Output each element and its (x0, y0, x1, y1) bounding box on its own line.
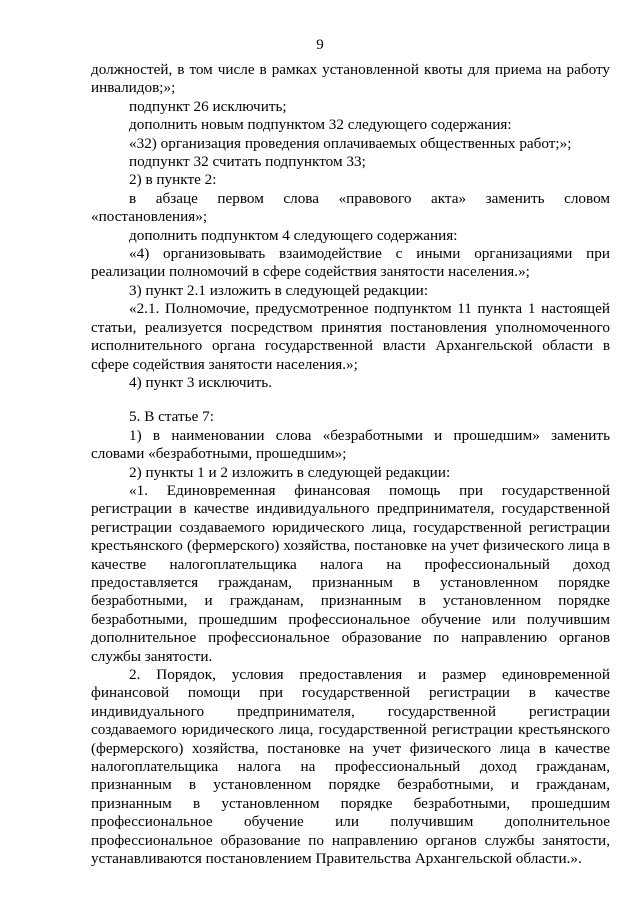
paragraph-item: 4) пункт 3 исключить. (129, 373, 273, 391)
paragraph-item: 3) пункт 2.1 изложить в следующей редакции: (129, 281, 429, 299)
paragraph-item: 2) пункты 1 и 2 изложить в следующей редакции: (129, 463, 451, 481)
section-spacer (91, 392, 610, 408)
section-heading: 5. В статье 7: (129, 408, 214, 426)
paragraph-continuation: должностей, в том числе в рамках установленной квоты для приема на работу инвалидов;»; (91, 61, 610, 97)
paragraph-item: в абзаце первом слова «правового акта» заменить словом «постановления»; (91, 189, 610, 226)
paragraph-item: подпункт 32 считать подпунктом 33; (129, 153, 366, 171)
page-number: 9 (316, 37, 324, 53)
paragraph-item: «32) организация проведения оплачиваемых общественных работ;»; (129, 134, 572, 152)
document-body (91, 61, 610, 868)
paragraph-item: дополнить подпунктом 4 следующего содержания: (129, 226, 458, 244)
paragraph-item: «4) организовывать взаимодействие с иными организациями при реализации полномочий в сфере содействия занятости населения.»; (91, 245, 610, 281)
paragraph-item: подпункт 26 исключить; (129, 97, 287, 115)
paragraph-quote: 2. Порядок, условия предоставления и размер единовременной финансовой помощи при государственной регистрации в качестве индивидуального предпринимателя, государственной регистрации создаваемого юридического лица, государственной регистрации крестьянского (фермерского) хозяйства, постановке на учет физического лица в качестве налогоплательщика налога на профессиональный доход гражданам, признанным в установленном порядке безработными, и гражданам, признанным в установленном порядке безработными, прошедшим профессиональное обучение или получившим дополнительное профессиональное образование по направлению органов службы занятости, устанавливаются постановлением Правительства Архангельской области.». (91, 666, 610, 868)
paragraph-quote: «2.1. Полномочие, предусмотренное подпунктом 11 пункта 1 настоящей статьи, реализуется посредством принятия постановления уполномоченного исполнительного органа государственной власти Архангельской области в сфере содействия занятости населения.»; (91, 300, 610, 373)
paragraph-quote: «1. Единовременная финансовая помощь при государственной регистрации в качестве индивидуального предпринимателя, государственной регистрации создаваемого юридического лица, государственной регистрации крестьянского (фермерского) хозяйства, постановке на учет физического лица в качестве налогоплательщика налога на профессиональный доход предоставляется гражданам, признанным в установленном порядке безработными, и гражданам, признанным в установленном порядке безработными, прошедшим профессиональное обучение или получившим дополнительное профессиональное образование по направлению органов службы занятости. (91, 481, 610, 665)
paragraph-item: 2) в пункте 2: (129, 171, 217, 189)
paragraph-item: дополнить новым подпунктом 32 следующего содержания: (129, 116, 512, 134)
paragraph-item: 1) в наименовании слова «безработными и прошедшим» заменить словами «безработными, прошедшим»; (91, 426, 610, 463)
